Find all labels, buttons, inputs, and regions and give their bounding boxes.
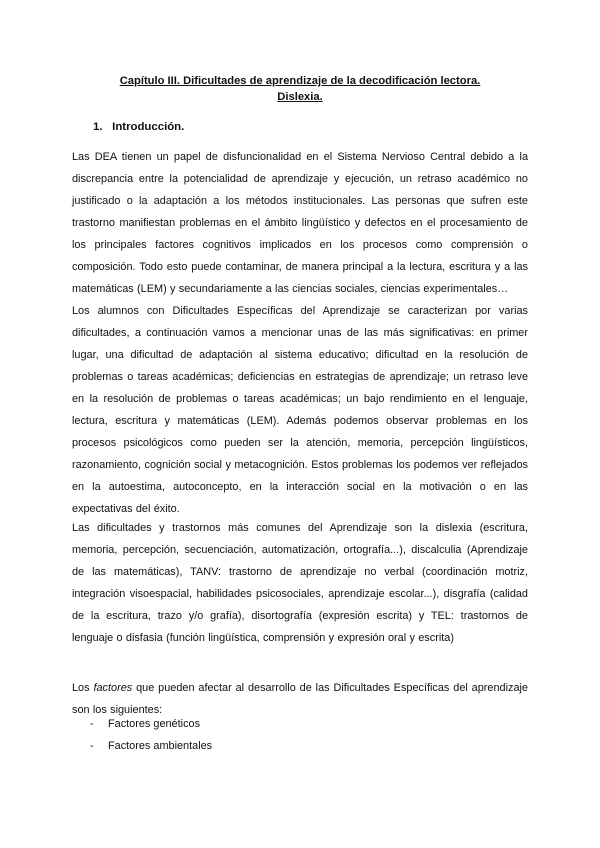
factors-intro-emphasis: factores — [93, 682, 133, 694]
list-item-text: Factores ambientales — [108, 740, 213, 752]
list-bullet: - — [90, 718, 94, 730]
section-heading — [93, 120, 184, 134]
paragraph-common-disorders: Las dificultades y trastornos más comunes del Aprendizaje son la dislexia (escritura, memoria, percepción, secuenciación, automatización, ortografía...), discalculia (Aprendizaje de las matemáticas), TANV: trastorno de aprendizaje no verbal (coordinación motriz, integración visoespacial, habilidades psicosociales, aprendizaje escolar...), disgrafía (calidad de la escritura, trazo y/o grafía), disortografía (expresión escrita) y TEL: trastornos de lenguaje o disfasia (función lingüística, comprensión y expresión oral y escrita) — [72, 522, 528, 644]
factors-list — [90, 713, 212, 757]
list-item — [90, 735, 212, 757]
chapter-title — [72, 73, 528, 105]
section-title: Introducción. — [112, 121, 185, 133]
factors-intro-before: Los — [72, 682, 94, 694]
section-number: 1. — [93, 121, 103, 133]
list-item-text: Factores genéticos — [108, 718, 201, 730]
chapter-title-line-2: Dislexia. — [277, 91, 323, 103]
list-item — [90, 713, 212, 735]
list-bullet: - — [90, 740, 94, 752]
chapter-title-line-1: Capítulo III. Dificultades de aprendizaje de la decodificación lectora. — [119, 75, 481, 87]
paragraph-intro: Las DEA tienen un papel de disfuncionalidad en el Sistema Nervioso Central debido a la discrepancia entre la potencialidad de aprendizaje y ejecución, un retraso académico no justificado o la adaptación a los métodos institucionales. Las personas que sufren este trastorno manifiestan problemas en el ámbito lingüístico y defectos en el procesamiento de los principales factores cognitivos implicados en los procesos como comprensión o composición. Todo esto puede contaminar, de manera principal a la lectura, escritura y a las matemáticas (LEM) y secundariamente a las ciencias sociales, ciencias experimentales… — [72, 151, 528, 295]
paragraph-characteristics: Los alumnos con Dificultades Específicas del Aprendizaje se caracterizan por varias dificultades, a continuación vamos a mencionar unas de las más significativas: en primer lugar, una dificultad de adaptación al sistema educativo; dificultad en la resolución de problemas o tareas académicas; deficiencias en estrategias de aprendizaje; un retraso leve en la resolución de problemas o tareas académicas; un bajo rendimiento en el lenguaje, lectura, escritura y matemáticas (LEM). Además podemos observar problemas en los procesos psicológicos como pueden ser la atención, memoria, percepción lingüísticos, razonamiento, cognición social y metacognición. Estos problemas los podemos ver reflejados en la autoestima, autoconcepto, en la interacción social en la motivación o en las expectativas del éxito. — [72, 305, 528, 515]
factors-intro-after: que pueden afectar al desarrollo de las Dificultades Específicas del aprendizaje son los siguientes: — [72, 682, 528, 716]
